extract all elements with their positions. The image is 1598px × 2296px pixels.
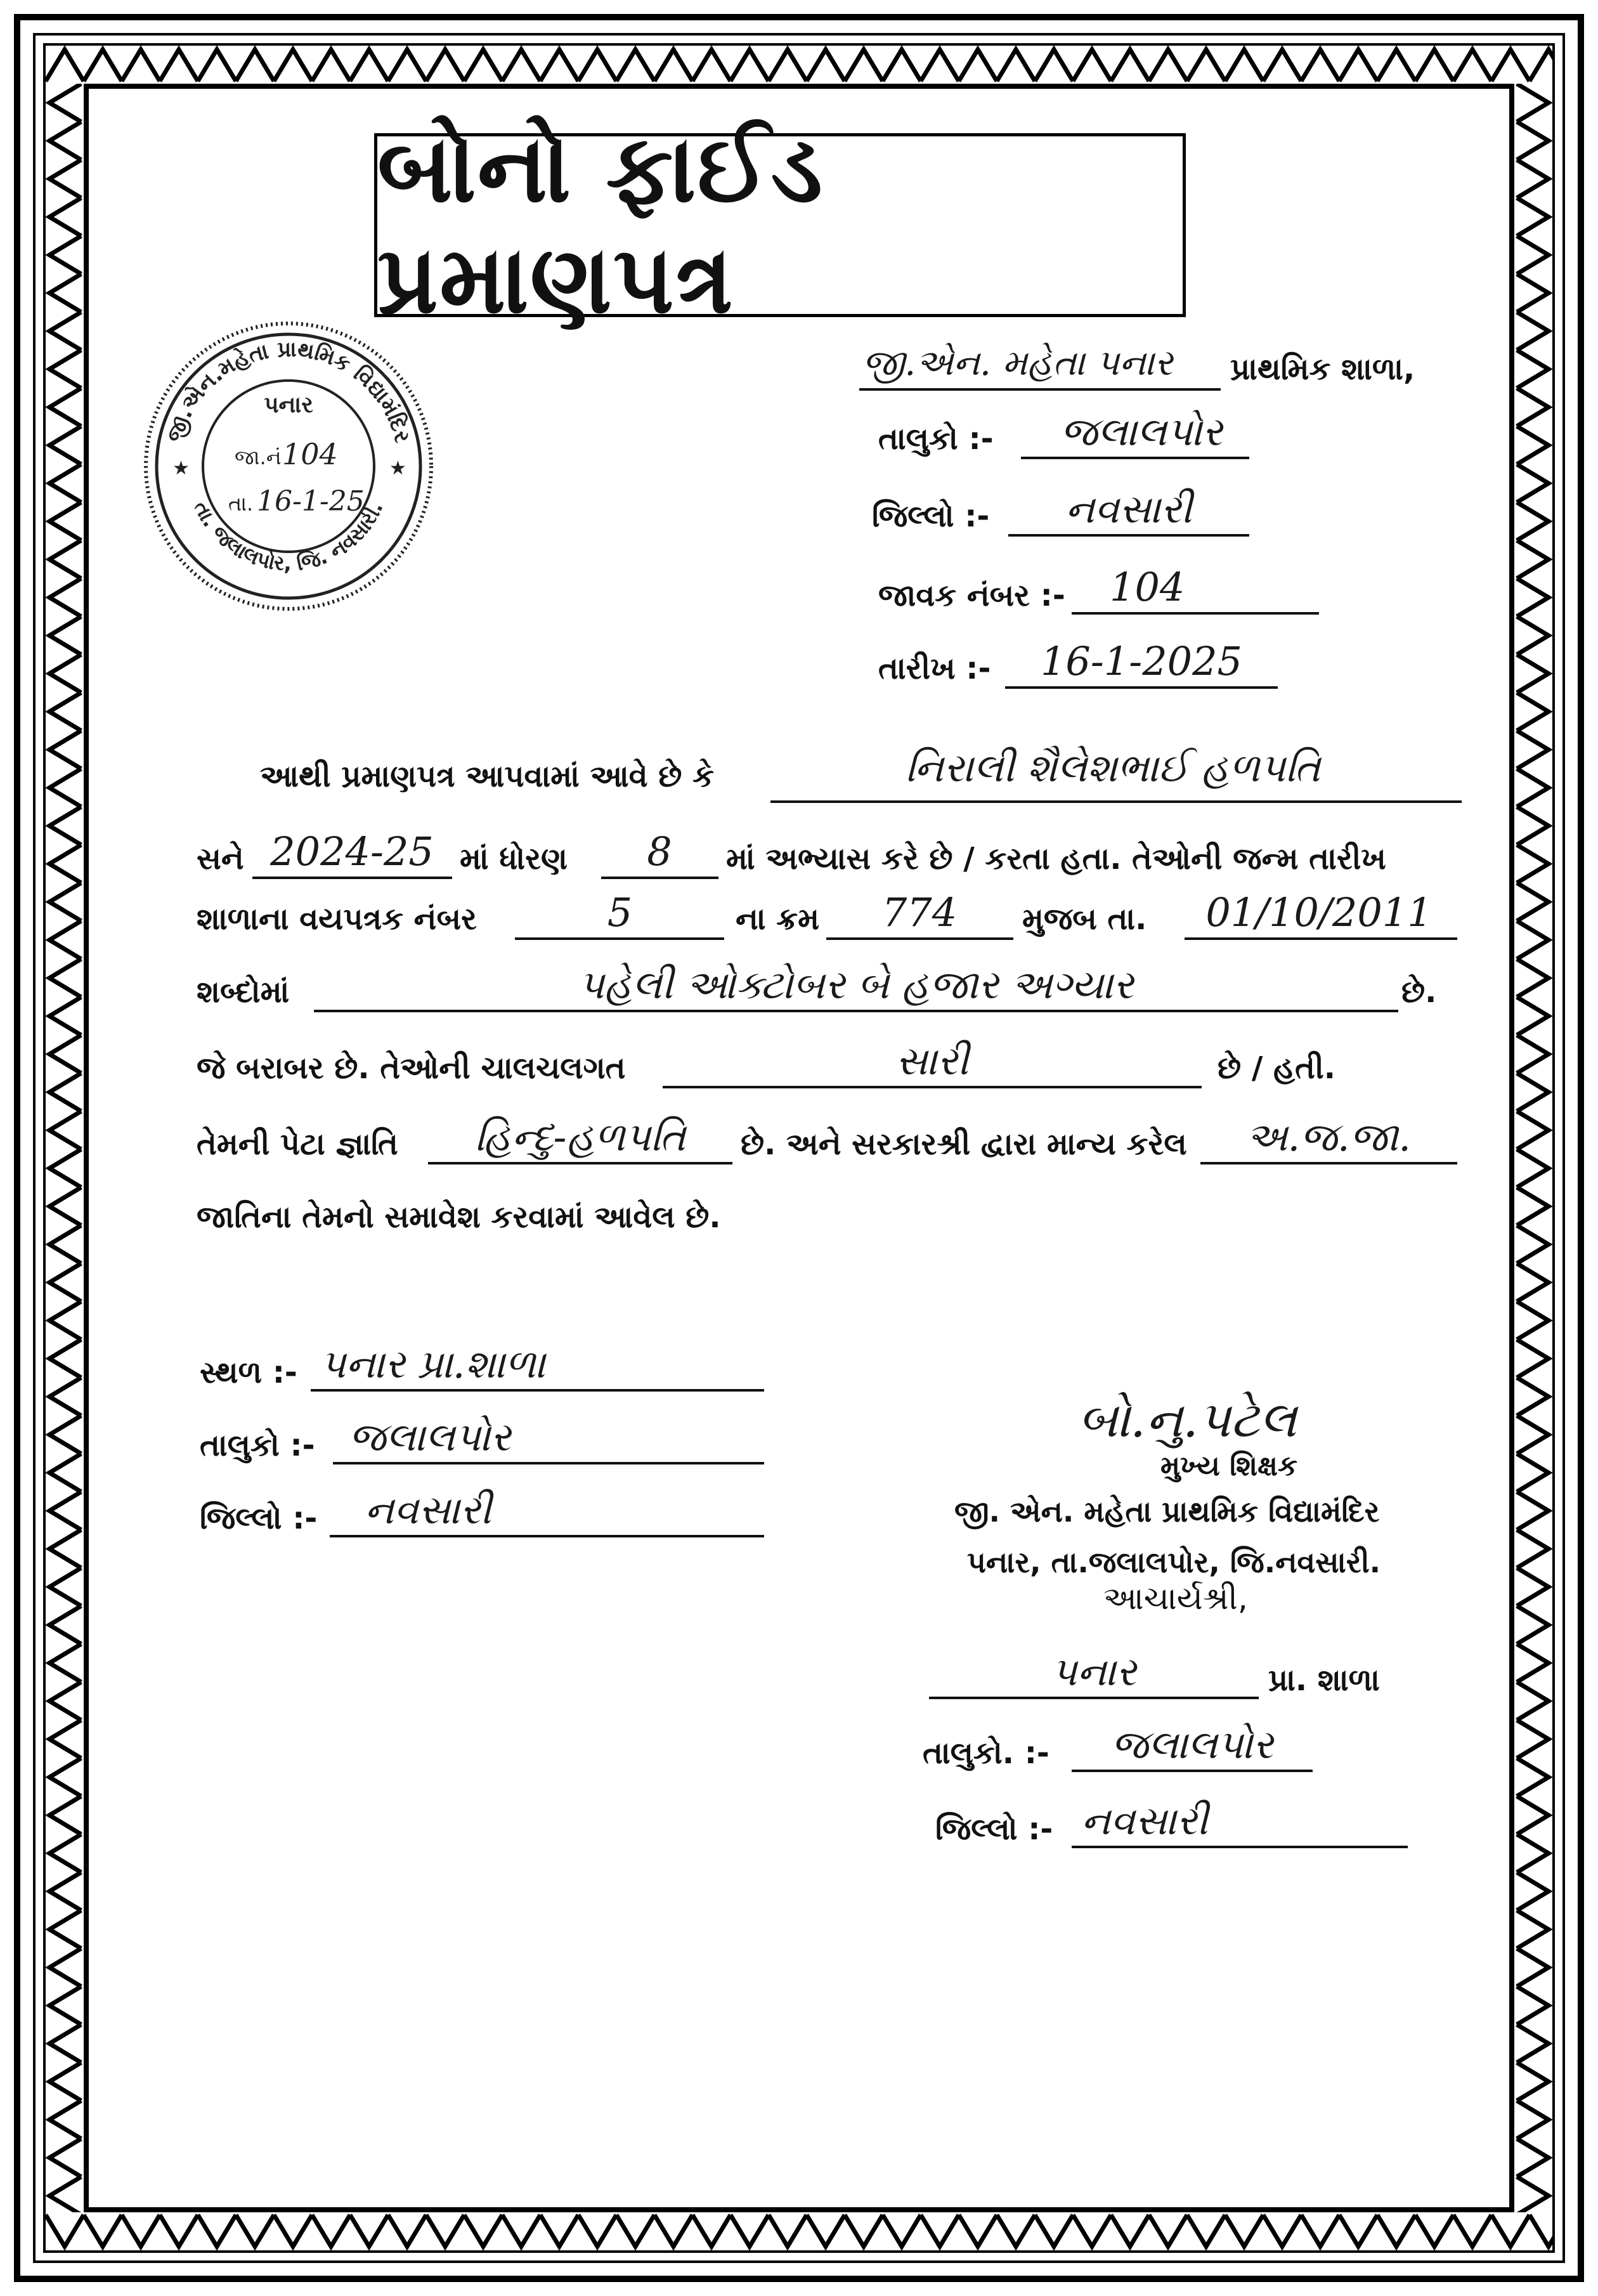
register-underline <box>515 937 724 940</box>
conduct-label: જે બરાબર છે. તેઓની ચાલચલગત <box>197 1050 626 1086</box>
footer-district-underline <box>330 1535 764 1537</box>
subcaste-underline <box>428 1162 732 1164</box>
seal-ring-text: જી.એન.મહેતા પ્રાથમિક વિદ્યામંદિર <box>162 336 415 446</box>
footer-taluka-value: જલાલપોર <box>349 1414 511 1460</box>
date-underline <box>1005 686 1278 689</box>
serial-label: ના ક્રમ <box>736 901 820 937</box>
year-underline <box>252 877 452 879</box>
school-name-underline <box>859 388 1221 391</box>
place-label: સ્થળ :- <box>200 1355 297 1390</box>
stamp-title: મુખ્ય શિક્ષક <box>1160 1450 1298 1482</box>
principal-signature: બો.નુ.પટેલ <box>1078 1392 1297 1449</box>
principal-label: આચાર્યશ્રી, <box>1103 1580 1248 1617</box>
dob-underline <box>1185 937 1457 940</box>
taluka-value: જલાલપોર <box>1060 408 1223 455</box>
stamp-line1: જી. એન. મહેતા પ્રાથમિક વિદ્યામંદિર <box>954 1494 1380 1529</box>
dob-words-underline <box>314 1010 1398 1012</box>
conduct-suffix: છે / હતી. <box>1218 1050 1335 1086</box>
footer-right-district-label: જિલ્લો :- <box>935 1811 1053 1847</box>
dob-prefix: મુજબ તા. <box>1022 901 1147 937</box>
seal-village: પનાર <box>264 392 313 418</box>
school-seal <box>140 317 438 615</box>
star-icon: ★ <box>172 457 190 479</box>
footer-district-label: જિલ્લો :- <box>200 1501 318 1536</box>
seal-no-label: જા.નં <box>235 445 282 469</box>
date-value: 16-1-2025 <box>1040 638 1243 684</box>
school-name-value: જી.એન. મહેતા પનાર <box>862 342 1173 384</box>
footer-right-taluka-label: તાલુકો. :- <box>923 1735 1049 1771</box>
conduct-underline <box>663 1086 1202 1088</box>
serial-underline <box>826 937 1013 940</box>
footer-school-suffix: પ્રા. શાળા <box>1268 1662 1380 1698</box>
place-value: પનાર પ્રા.શાળા <box>320 1341 546 1387</box>
school-suffix: પ્રાથમિક શાળા, <box>1230 351 1415 387</box>
student-name-value: નિરાલી શૈલેશભાઈ હળપતિ <box>905 745 1321 791</box>
conduct-value: સારી <box>895 1038 969 1084</box>
taluka-label: તાલુકો :- <box>878 421 994 457</box>
inclusion-text: જાતિના તેમનો સમાવેશ કરવામાં આવેલ છે. <box>197 1199 721 1235</box>
year-prefix: સને <box>197 841 244 877</box>
standard-label: માં ધોરણ <box>460 841 568 877</box>
taluka-underline <box>1021 457 1249 459</box>
border-band-right <box>1514 84 1552 2212</box>
seal-date-value: 16-1-25 <box>257 485 365 518</box>
category-underline <box>1200 1162 1457 1164</box>
border-band-bottom <box>46 2212 1552 2250</box>
dob-words-value: પહેલી ઓક્ટોબર બે હજાર અગ્યાર <box>578 962 1134 1008</box>
student-name-underline <box>770 800 1462 803</box>
register-value: 5 <box>607 889 633 936</box>
seal-bottom-text: તા. જલાલપોર, જિ. નવસારી. <box>189 497 388 576</box>
footer-school-underline <box>929 1697 1259 1699</box>
footer-district-value: નવસારી <box>365 1487 492 1533</box>
footer-right-district-underline <box>1072 1846 1408 1848</box>
certificate-title: બોનો ફાઈડ પ્રમાણપત્ર <box>374 133 1186 317</box>
subcaste-value: હિન્દુ-હળપતિ <box>474 1114 686 1160</box>
study-text: માં અભ્યાસ કરે છે / કરતા હતા. તેઓની જન્મ તારીખ <box>726 841 1386 877</box>
register-label: શાળાના વયપત્રક નંબર <box>197 901 477 937</box>
serial-value: 774 <box>881 889 958 936</box>
seal-date-label: તા. <box>228 492 254 516</box>
outward-no-label: જાવક નંબર :- <box>878 578 1065 613</box>
footer-taluka-label: તાલુકો :- <box>200 1428 315 1463</box>
border-band-left <box>46 84 84 2212</box>
footer-school-value: પનાર <box>1051 1648 1136 1695</box>
govt-recognized-text: છે. અને સરકારશ્રી દ્વારા માન્ય કરેલ <box>741 1126 1187 1162</box>
district-label: જિલ્લો :- <box>872 499 990 534</box>
date-label: તારીખ :- <box>878 651 991 686</box>
footer-taluka-underline <box>333 1462 764 1464</box>
footer-right-taluka-underline <box>1072 1770 1313 1772</box>
standard-value: 8 <box>647 828 672 875</box>
subcaste-label: તેમની પેટા જ્ઞાતિ <box>197 1126 398 1162</box>
standard-underline <box>601 877 718 879</box>
in-words-label: શબ્દોમાં <box>197 974 290 1010</box>
outward-no-value: 104 <box>1110 564 1185 610</box>
seal-no-value: 104 <box>282 437 338 471</box>
dob-value: 01/10/2011 <box>1205 889 1432 936</box>
category-value: અ.જ.જા. <box>1246 1114 1411 1160</box>
year-value: 2024-25 <box>270 828 434 875</box>
district-underline <box>1008 534 1249 537</box>
star-icon: ★ <box>389 457 406 479</box>
stamp-line2: પનાર, તા.જલાલપોર, જિ.નવસારી. <box>967 1545 1381 1579</box>
certify-text: આથી પ્રમાણપત્ર આપવામાં આવે છે કે <box>260 759 714 794</box>
place-underline <box>311 1389 764 1392</box>
footer-right-taluka-value: જલાલપોર <box>1111 1721 1273 1768</box>
footer-right-district-value: નવસારી <box>1081 1797 1209 1844</box>
district-value: નવસારી <box>1065 486 1192 532</box>
outward-underline <box>1072 612 1319 615</box>
in-words-suffix: છે. <box>1401 974 1437 1010</box>
border-band-top <box>46 46 1552 84</box>
